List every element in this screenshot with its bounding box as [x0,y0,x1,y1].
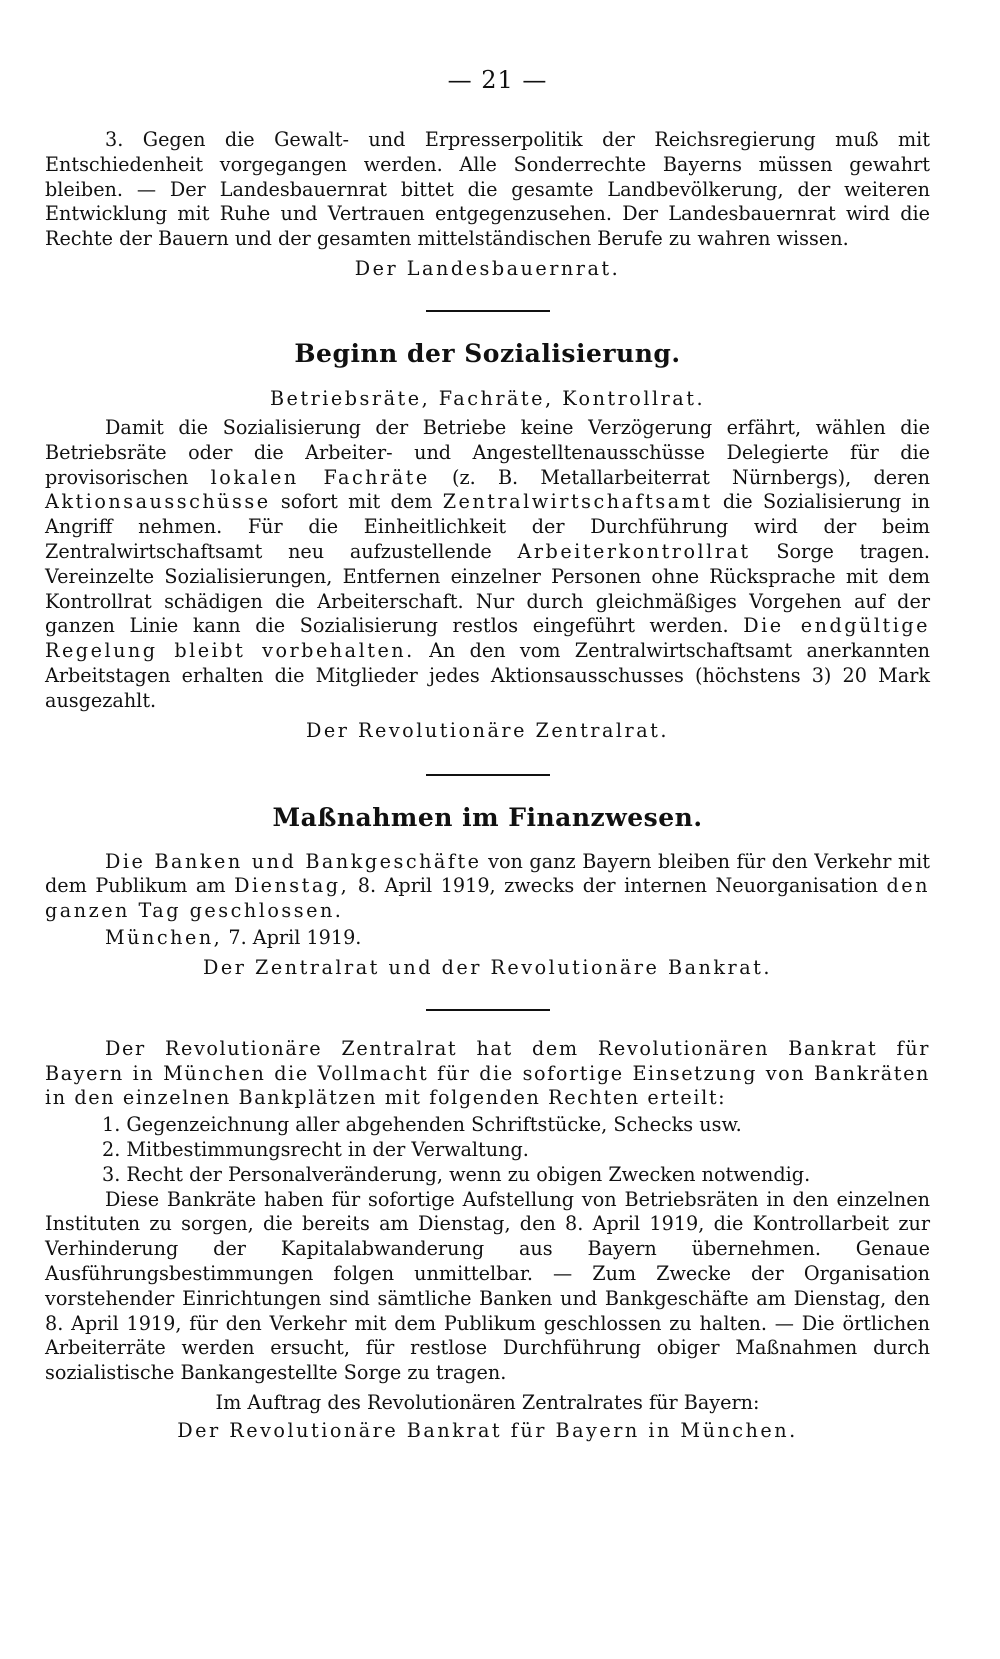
list-item: 2. Mitbestimmungsrecht in der Verwaltung. [102,1137,529,1161]
section-finanzwesen [45,802,930,981]
section-landesbauernrat [45,128,930,282]
closing-line: Im Auftrag des Revolutionären Zentralrates für Bayern: [215,1390,760,1414]
signature-bankrat: Der Revolutionäre Bankrat für Bayern in München. [177,1418,798,1442]
spaced-text-run: Die endgültige Regelung bleibt vorbehalten. [45,614,930,663]
date-text: 7. April 1919. [222,925,362,949]
paragraph-banken [45,850,930,924]
paragraph-vollmacht: Der Revolutionäre Zentralrat hat dem Revolutionären Bankrat für Bayern in München die Vollmacht für die sofortige Einsetzung von Bankräten in den einzelnen Bankplätzen mit folgenden Rechten erteilt: [45,1036,930,1110]
text-run: Sorge tragen. Vereinzelte Sozialisierungen, Entfernen einzelner Personen ohne Rücksprache mit dem Kontrollrat schädigen die Arbeiterschaft. Nur durch gleichmäßiges Vorgehen auf der ganzen Linie kann die Sozialisierung restlos eingeführt werden. [45,539,931,638]
spaced-text-run: Arbeiterkontrollrat [517,539,751,563]
signature-zentralrat: Der Revolutionäre Zentralrat. [306,718,669,742]
place-date [45,926,930,951]
text-run: sofort mit dem [270,490,443,514]
section-vollmacht [45,1037,930,1446]
rights-list [45,1113,930,1187]
spaced-text-run: Die Banken und Bankgeschäfte [105,849,482,873]
section-sozialisierung [45,338,930,744]
subheading-raete: Betriebsräte, Fachräte, Kontrollrat. [269,386,706,410]
text-run: die Sozialisierung in Angriff nehmen. Für die Einheitlichkeit der Durchführung wird der beim Zentralwirtschaftsamt neu aufzustellende [45,490,930,563]
divider-rule [426,774,550,776]
list-item: 1. Gegenzeichnung aller abgehenden Schriftstücke, Schecks usw. [102,1113,742,1137]
spaced-text-run: Dienstag, [234,874,350,898]
heading-finanzwesen: Maßnahmen im Finanzwesen. [272,802,703,832]
text-run: An den vom Zentralwirtschaftsamt anerkannten Arbeitstagen erhalten die Mitglieder jedes Aktionsausschusses (höchstens 3) 20 Mark ausgezahlt. [45,639,930,712]
list-item: 3. Recht der Personalveränderung, wenn zu obigen Zwecken notwendig. [102,1162,811,1186]
signature-landesbauernrat: Der Landesbauernrat. [354,256,621,280]
spaced-text-run: den ganzen Tag geschlossen. [45,874,930,923]
text-run: (z. B. Metallarbeiterrat Nürnbergs), deren [429,465,931,489]
paragraph-point-3: 3. Gegen die Gewalt- und Erpresserpolitik der Reichsregierung muß mit Entschiedenheit vorgegangen werden. Alle Sonderrechte Bayerns müssen gewahrt bleiben. — Der Landesbauernrat bittet die gesamte Landbevölkerung, der weiteren Entwicklung mit Ruhe und Vertrauen entgegenzusehen. Der Landesbauernrat wird die Rechte der Bauern und der gesamten mittelständischen Berufe zu wahren wissen. [45,128,930,251]
place-name: München, [105,925,223,949]
text-run: 8. April 1919, zwecks der internen Neuorganisation [349,874,887,898]
spaced-text-run: Zentralwirtschaftsamt [442,490,713,514]
text-run: Damit die Sozialisierung der Betriebe keine Verzögerung erfährt, wählen die Betriebsräte oder die Arbeiter- und Angestelltenausschüsse Delegierte für die provisorischen [45,415,930,489]
text-run: von ganz Bayern bleiben für den Verkehr mit dem Publikum am [45,849,930,898]
divider-rule [426,310,550,312]
divider-rule [426,1009,550,1011]
signature-bankrat-zentralrat: Der Zentralrat und der Revolutionäre Bankrat. [203,955,772,979]
paragraph-sozialisierung [45,416,930,714]
heading-sozialisierung: Beginn der Sozialisierung. [294,338,681,368]
spaced-text-run: Aktionsausschüsse [45,490,271,514]
page-number: — 21 — [447,66,548,94]
paragraph-bankraete: Diese Bankräte haben für sofortige Aufstellung von Betriebsräten in den einzelnen Instituten zu sorgen, die bereits am Dienstag, den 8. April 1919, die Kontrollarbeit zur Verhinderung der Kapitalabwanderung aus Bayern übernehmen. Genaue Ausführungsbestimmungen folgen unmittelbar. — Zum Zwecke der Organisation vorstehender Einrichtungen sind sämtliche Banken und Bankgeschäfte am Dienstag, den 8. April 1919, für den Verkehr mit dem Publikum geschlossen zu halten. — Die örtlichen Arbeiterräte werden ersucht, für restlose Durchführung obiger Maßnahmen durch sozialistische Bankangestellte Sorge zu tragen. [45,1187,930,1385]
spaced-text-run: lokalen Fachräte [210,465,430,489]
